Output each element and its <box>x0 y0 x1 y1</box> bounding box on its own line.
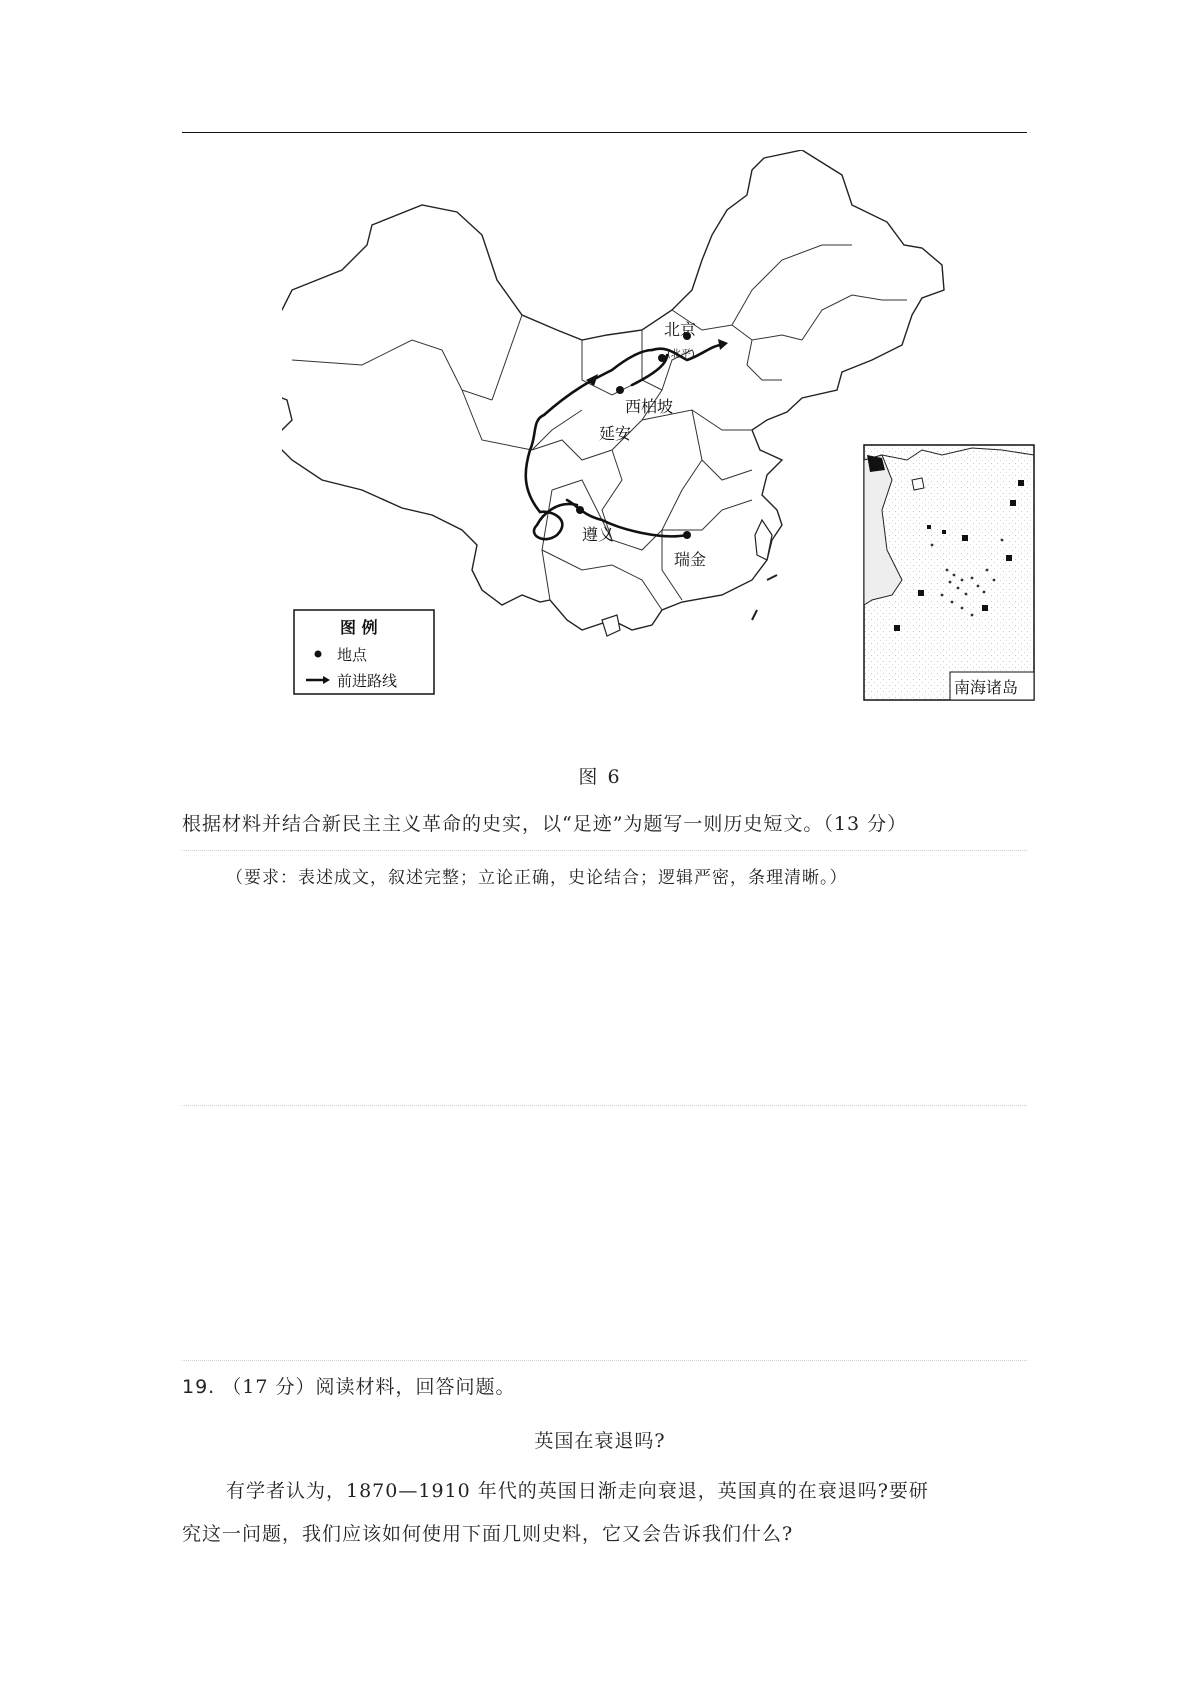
svg-text:前进路线: 前进路线 <box>337 672 398 690</box>
question19-instruction: （17 分）阅读材料，回答问题。 <box>222 1376 516 1398</box>
south-china-sea-inset <box>864 445 1034 700</box>
question19-header <box>182 1373 1027 1401</box>
paragraph-line: 究这一问题，我们应该如何使用下面几则史料，它又会告诉我们什么? <box>182 1523 794 1545</box>
city-label-xibaipo: 西柏坡 <box>625 397 674 416</box>
answer-line <box>182 1105 1027 1106</box>
question18-requirements: （要求：表述成文，叙述完整；立论正确，史论结合；逻辑严密，条理清晰。） <box>226 868 848 888</box>
china-outline <box>282 150 944 630</box>
answer-line <box>182 1360 1027 1361</box>
question-number: 19. <box>182 1376 216 1398</box>
dotted-divider <box>182 850 1027 851</box>
question18-prompt: 根据材料并结合新民主主义革命的史实，以“足迹”为题写一则历史短文。（13 分） <box>182 813 908 835</box>
city-label-beijing: 北京 <box>664 320 697 339</box>
svg-text:地点: 地点 <box>337 646 368 664</box>
figure-caption: 图 6 <box>578 766 622 788</box>
city-label-ruijin: 瑞金 <box>674 550 707 569</box>
china-route-map <box>282 150 1037 702</box>
svg-text:南海诸岛: 南海诸岛 <box>954 678 1019 697</box>
city-label-beiping: (北平) <box>667 349 695 360</box>
top-rule <box>182 132 1027 133</box>
city-label-zunyi: 遵义 <box>582 525 615 544</box>
city-label-yanan: 延安 <box>599 424 632 443</box>
map-legend <box>294 610 434 694</box>
paragraph-line: 有学者认为，1870—1910 年代的英国日渐走向衰退，英国真的在衰退吗?要研 <box>226 1480 929 1502</box>
section-title: 英国在衰退吗? <box>534 1430 666 1452</box>
svg-text:图 例: 图 例 <box>340 618 378 637</box>
